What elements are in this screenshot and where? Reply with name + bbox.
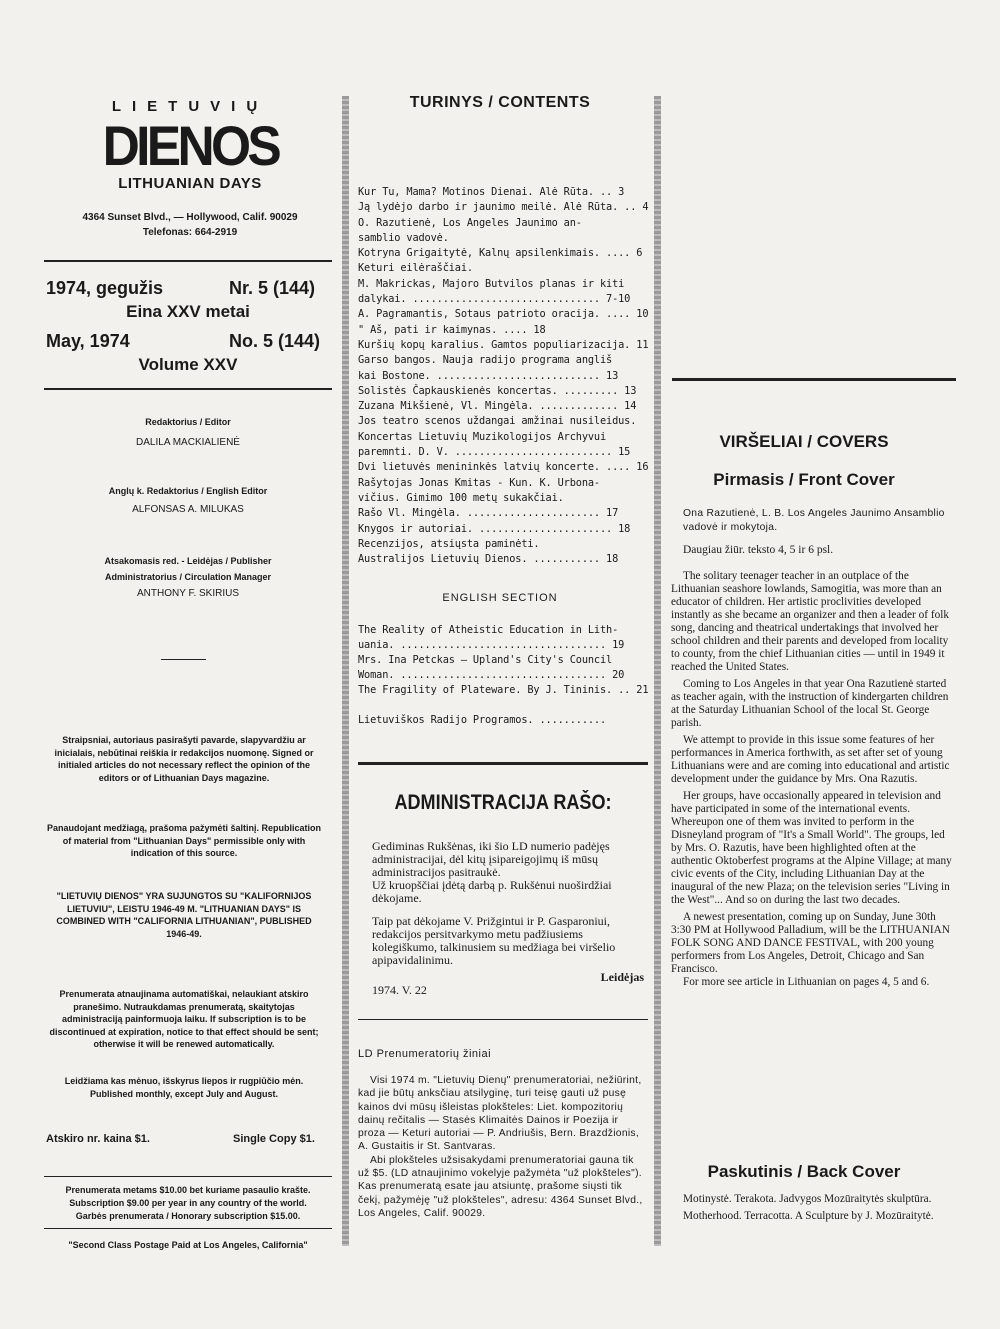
english-toc-entry: Woman. .................................. 20 [358,669,625,681]
toc-entry: Kur Tu, Mama? Motinos Dienai. Alė Rūta. .. 3 [358,186,625,198]
covers-heading: VIRŠELIAI / COVERS [719,432,889,451]
front-cover-reference: Daugiau žiūr. teksto 4, 5 ir 6 psl. [683,544,834,556]
toc-entry: " Aš, pati ir kaimynas. .... 18 [358,323,546,336]
toc-entry: Kotryna Grigaitytė, Kalnų apsilenkimais. .... 6 [358,247,643,260]
issue-volume-lt: Eina XXV metai [126,302,250,321]
admin-signature: Leidėjas [600,970,644,984]
toc-entry: vičius. Gimimo 100 metų sukakčiai. [358,491,564,504]
postage-notice: "Second Class Postage Paid at Los Angeles, California" [68,1240,308,1250]
issue-date-en: May, 1974 [46,331,130,351]
covers-paragraph-1: The solitary teenager teacher in an outplace of the Lithuanian seashore lowlands, Samogitia, was more than an educator of children. Her artistic proclivities developed instantly as she became an organizer and then a leader of folk song, dancing and theatrical undertakings that involved her school children and their parents and developed from locality to county, from the chief Lithuanian cities — until in 1949 it reached the United States. [671,570,950,673]
covers-paragraph-6: For more see article in Lithuanian on pages 4, 5 and 6. [683,976,930,988]
back-cover-en: Motherhood. Terracotta. A Sculpture by J. Mozūraitytė. [683,1210,934,1222]
notice-subscription: Prenumerata atnaujinama automatiškai, nelaukiant atskiro pranešimo. Nutraukdamas prenumeratą, skaitytojas administraciją painformuoja laiku. If subscription is to be discontinued at expiration, notice to that effect should be sent; otherwise it will be renewed automatically. [49,989,319,1049]
toc-entry: M. Makrickas, Majoro Butvilos planas ir kiti [358,277,625,290]
toc-entry: Australijos Lietuvių Dienos. ........... 18 [358,553,619,566]
subscribers-heading: LD Prenumeratorių žiniai [358,1048,492,1060]
toc-entry: Knygos ir autoriai. ...................... 18 [358,522,631,535]
masthead-address: 4364 Sunset Blvd., — Hollywood, Calif. 90029 [82,212,298,223]
back-cover-heading: Paskutinis / Back Cover [707,1162,901,1181]
issue-number-en: No. 5 (144) [229,331,321,351]
issue-number-lt: Nr. 5 (144) [229,278,316,298]
admin-paragraph-1: Gediminas Rukšėnas, iki šio LD numerio padėjęs administracijai, dėl kitų įsipareigojimų iš mūsų administracijos pasitraukė. [372,839,610,879]
editor-label: Redaktorius / Editor [145,417,231,427]
column-rule-right [654,96,661,1246]
notice-opinion: Straipsniai, autoriaus pasirašyti pavarde, slapyvardžiu ar inicialais, nebūtinai reiškia ir redakcijos nuomonę. Signed or initialed articles do not necessary reflect the opinion of the editors or of Lithuanian Days magazine. [54,735,314,783]
english-toc-lines [358,623,648,728]
toc-entry: Solistės Čapkauskienės koncertas. ......... 13 [358,384,637,397]
english-contents-list [358,623,648,728]
toc-entry: Kuršių kopų karalius. Gamtos populiarizacija. 11 [358,338,649,351]
column-rule-left [342,96,349,1246]
toc-entry: Recenzijos, atsiųsta paminėti. [358,537,540,550]
honorary-subscription: Garbės prenumerata / Honorary subscription $15.00. [75,1211,301,1221]
toc-entry: O. Razutienė, Los Angeles Jaunimo an- [358,216,582,229]
subscribers-paragraph-1: Visi 1974 m. "Lietuvių Dienų" prenumeratoriai, nežiūrint, kad jie būtų anksčiau atsilyginę, turi teisę gauti už pusę kainos dvi mūsų išleistas plokšteles: Liet. kompozitorių dainų rečitalis — Stasės Klimaitės Dainos ir Poezija ir proza — Keturi autoriai — P. Andriušis, Bern. Brazdžionis, A. Gustaitis ir St. Santvaras. [358,1075,642,1153]
toc-entry: A. Pagramantis, Sotaus patrioto oracija. .... 10 [358,308,649,321]
notice-monthly: Leidžiama kas mėnuo, išskyrus liepos ir rugpiūčio mėn. Published monthly, except July and August. [64,1076,304,1099]
toc-entry: Dvi lietuvės menininkės latvių koncerte. .... 16 [358,461,649,474]
admin-paragraph-2: Už kruopščiai įdėtą darbą p. Rukšėnui nuoširdžiai dėkojame. [372,878,612,905]
toc-entry: Garso bangos. Nauja radijo programa angliš [358,354,613,367]
publisher-name: ANTHONY F. SKIRIUS [136,588,240,599]
toc-entry: kai Bostone. ........................... 13 [358,369,619,382]
toc-entry: samblio vadovė. [358,231,449,244]
contents-list [358,185,648,567]
covers-article [671,570,957,989]
english-section-heading: ENGLISH SECTION [442,592,558,604]
editor-name: DALILA MACKIALIENĖ [136,437,240,448]
toc-entry: Rašytojas Jonas Kmitas - Kun. K. Urbona- [358,476,600,489]
toc-entry: dalykai. ............................... 7-10 [358,293,631,306]
toc-entry: Koncertas Lietuvių Muzikologijos Archyvui [358,430,607,443]
toc-entry: Jos teatro scenos uždangai amžinai nusileidus. [358,415,637,428]
english-toc-entry [358,698,648,713]
masthead-title: DIENOS [102,114,279,177]
front-cover-caption: Ona Razutienė, L. B. Los Angeles Jaunimo Ansamblio vadovė ir mokytoja. [683,508,945,533]
admin-heading: ADMINISTRACIJA RAŠO: [394,791,612,814]
subscribers-paragraph-2: Abi plokšteles užsisakydami prenumeratoriai gauna tik už $5. (LD atnaujinimo vokelyje pažymėta "už plokšteles"). Kas prenumeratą esate jau atsiuntę, prašome siųsti tik čekį, pažymėję "už plokšteles", adresu: 4364 Sunset Blvd., Los Angeles, Calif. 90029. [358,1154,643,1219]
masthead-top: LIETUVIŲ [111,98,269,115]
contents-heading: TURINYS / CONTENTS [409,94,591,111]
price-lt: Atskiro nr. kaina $1. [46,1133,150,1145]
front-cover-heading: Pirmasis / Front Cover [713,470,895,489]
english-toc-entry: The Fragility of Plateware. By J. Tininis. .. 21 [358,684,649,696]
admin-notice [372,840,644,997]
toc-lines [358,185,648,567]
admin-paragraph-3: Taip pat dėkojame V. Prižgintui ir P. Gasparoniui, redakcijos persitvarkymo metu padžiusiems kolegiškumo, talkinusiem su medžiaga bei viršelio apipavidalinimu. [372,914,616,967]
notice-combined: "LIETUVIŲ DIENOS" YRA SUJUNGTOS SU "KALIFORNIJOS LIETUVIU", LEISTU 1946-49 M. "LITHUANIAN DAYS" IS COMBINED WITH "CALIFORNIA LITHUANIAN", PUBLISHED 1946-49. [56,891,312,939]
covers-paragraph-2: Coming to Los Angeles in that year Ona Razutienė started as teacher again, with the instruction of kindergarten children at the Saturday Lithuanian School of the local St. George parish. [671,678,949,729]
english-toc-entry: Mrs. Ina Petckas — Upland's City's Council [358,654,613,666]
english-toc-entry: Lietuviškos Radijo Programos. ........... [358,714,607,726]
english-toc-entry: uania. .................................. 19 [358,639,625,651]
toc-entry: Rašo Vl. Mingėla. ...................... 17 [358,507,619,520]
masthead-subtitle: LITHUANIAN DAYS [118,175,262,192]
toc-entry: paremnti. D. V. .......................... 15 [358,446,631,459]
covers-paragraph-3: We attempt to provide in this issue some features of her performances in America forthwith, as set after set of young Lithuanians were and are coming into educational and artistic development under the guidance by Mrs. Ona Razutis. [671,734,950,785]
toc-entry: Zuzana Mikšienė, Vl. Mingėla. ............. 14 [358,400,637,413]
circulation-label: Administratorius / Circulation Manager [104,572,272,582]
subscription-rate-en: Subscription $9.00 per year in any country of the world. [69,1198,307,1208]
toc-entry: Ją lydėjo darbo ir jaunimo meilė. Alė Rūta. .. 4 [358,201,649,214]
toc-entry: Keturi eilėraščiai. [358,262,473,275]
english-toc-entry: The Reality of Atheistic Education in Lith- [358,624,619,636]
issue-volume-en: Volume XXV [138,355,238,374]
back-cover-caption [683,1193,958,1223]
notice-republication: Panaudojant medžiagą, prašoma pažymėti šaltinį. Republication of material from "Lithuanian Days" permissible only with indication of this source. [46,823,322,858]
masthead-phone: Telefonas: 664-2919 [142,227,238,238]
covers-paragraph-4: Her groups, have occasionally appeared in television and have participated in some of the international events. Whereupon one of them was invited to perform in the Disneyland program of "It's a Small World". The groups, led by Mrs. O. Razutis, have been highlighted often at the authentic Oktoberfest programs at the Alpine Village; at many civic events of the City, including Lithuanian Day at the inaugural of the new Plaza; on the television series "Living in the West"... And so on during the last two decades. [671,790,952,906]
admin-date: 1974. V. 22 [372,983,427,997]
subscription-rate: Prenumerata metams $10.00 bet kuriame pasaulio krašte. [65,1185,311,1195]
subscribers-notice [358,1074,645,1220]
covers-paragraph-5: A newest presentation, coming up on Sunday, June 30th 3:30 PM at Hollywood Palladium, will be the LITHUANIAN FOLK SONG AND DANCE FESTIVAL, with 200 young performers from Los Angeles, Detroit, Chicago and San Francisco. [671,911,950,975]
english-editor-label: Anglų k. Redaktorius / English Editor [108,486,268,496]
back-cover-lt: Motinystė. Terakota. Jadvygos Mozūraitytės skulptūra. [683,1193,932,1205]
publisher-label: Atsakomasis red. - Leidėjas / Publisher [104,556,272,566]
price-en: Single Copy $1. [233,1133,315,1145]
english-editor-name: ALFONSAS A. MILUKAS [132,504,244,515]
issue-date-lt: 1974, gegužis [46,278,164,298]
